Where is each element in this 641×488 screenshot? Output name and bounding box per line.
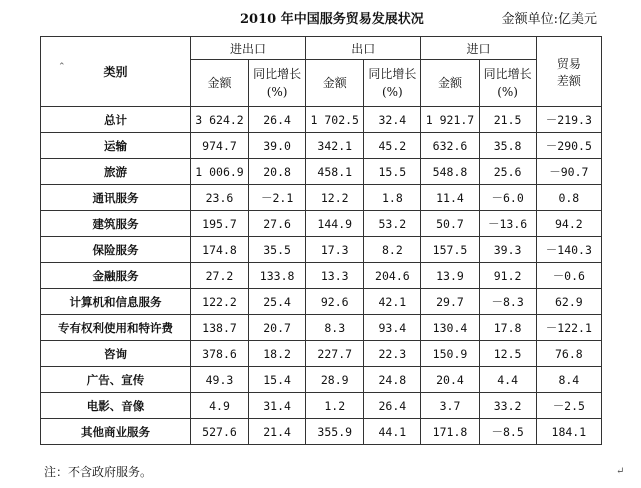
row-value: 4.4 xyxy=(479,367,536,393)
row-value: －8.5 xyxy=(479,419,536,445)
row-value: 133.8 xyxy=(249,263,306,289)
table-row xyxy=(41,107,602,133)
row-value: 44.1 xyxy=(364,419,421,445)
row-value: 17.8 xyxy=(479,315,536,341)
row-value: 4.9 xyxy=(190,393,248,419)
row-value: 204.6 xyxy=(364,263,421,289)
trade-table xyxy=(40,36,602,445)
table-row xyxy=(41,237,602,263)
row-value: 33.2 xyxy=(479,393,536,419)
row-value: 150.9 xyxy=(421,341,479,367)
row-value: 13.3 xyxy=(306,263,364,289)
title-row xyxy=(0,8,641,30)
row-value: 130.4 xyxy=(421,315,479,341)
row-value: 21.4 xyxy=(249,419,306,445)
row-value: 62.9 xyxy=(536,289,601,315)
row-value: 3.7 xyxy=(421,393,479,419)
header-growth xyxy=(479,60,536,107)
row-value: 45.2 xyxy=(364,133,421,159)
header-amount: 金额 xyxy=(190,60,248,107)
header-growth-label: 同比增长 xyxy=(368,67,417,81)
unit-label: 金额单位:亿美元 xyxy=(501,12,597,27)
row-category: 计算机和信息服务 xyxy=(41,289,191,315)
row-category: 广告、宣传 xyxy=(41,367,191,393)
header-row-groups xyxy=(41,37,602,60)
row-value: 18.2 xyxy=(249,341,306,367)
row-value: －13.6 xyxy=(479,211,536,237)
row-value: 1 702.5 xyxy=(306,107,364,133)
row-value: 974.7 xyxy=(190,133,248,159)
row-value: －6.0 xyxy=(479,185,536,211)
row-value: 49.3 xyxy=(190,367,248,393)
row-value: 39.0 xyxy=(249,133,306,159)
table-row xyxy=(41,419,602,445)
row-value: 122.2 xyxy=(190,289,248,315)
header-growth-label: 同比增长 xyxy=(253,67,302,81)
row-value: 39.3 xyxy=(479,237,536,263)
footnote: 注：不含政府服务。 xyxy=(44,465,153,479)
row-value: 31.4 xyxy=(249,393,306,419)
header-growth xyxy=(249,60,306,107)
row-category: 咨询 xyxy=(41,341,191,367)
row-value: 355.9 xyxy=(306,419,364,445)
row-value: 12.2 xyxy=(306,185,364,211)
table-row xyxy=(41,185,602,211)
header-growth-pct: (%) xyxy=(381,85,403,99)
return-mark: ↵ xyxy=(616,466,625,477)
table-row xyxy=(41,133,602,159)
row-value: 227.7 xyxy=(306,341,364,367)
row-value: 20.8 xyxy=(249,159,306,185)
row-value: －0.6 xyxy=(536,263,601,289)
header-growth-pct: (%) xyxy=(266,85,288,99)
row-category: 保险服务 xyxy=(41,237,191,263)
row-value: 42.1 xyxy=(364,289,421,315)
row-category: 电影、音像 xyxy=(41,393,191,419)
row-category: 其他商业服务 xyxy=(41,419,191,445)
header-growth-pct: (%) xyxy=(497,85,518,99)
row-category: 总计 xyxy=(41,107,191,133)
row-value: 20.4 xyxy=(421,367,479,393)
header-group-import: 进口 xyxy=(421,37,536,60)
header-amount: 金额 xyxy=(306,60,364,107)
row-value: 1 006.9 xyxy=(190,159,248,185)
row-category: 通讯服务 xyxy=(41,185,191,211)
header-group-total: 进出口 xyxy=(190,37,305,60)
row-value: 8.3 xyxy=(306,315,364,341)
row-value: 548.8 xyxy=(421,159,479,185)
row-category: 运输 xyxy=(41,133,191,159)
row-value: 17.3 xyxy=(306,237,364,263)
row-value: 8.4 xyxy=(536,367,601,393)
row-value: 1.8 xyxy=(364,185,421,211)
row-value: 15.4 xyxy=(249,367,306,393)
header-growth-label: 同比增长 xyxy=(483,67,532,81)
row-value: 12.5 xyxy=(479,341,536,367)
header-balance xyxy=(536,37,601,107)
header-balance-line2: 差额 xyxy=(556,73,581,88)
row-value: －90.7 xyxy=(536,159,601,185)
row-value: 15.5 xyxy=(364,159,421,185)
row-category: 建筑服务 xyxy=(41,211,191,237)
row-value: 53.2 xyxy=(364,211,421,237)
row-value: 20.7 xyxy=(249,315,306,341)
row-value: 94.2 xyxy=(536,211,601,237)
row-value: 174.8 xyxy=(190,237,248,263)
row-value: 25.4 xyxy=(249,289,306,315)
row-value: 35.5 xyxy=(249,237,306,263)
row-value: 632.6 xyxy=(421,133,479,159)
row-value: 138.7 xyxy=(190,315,248,341)
row-value: 8.2 xyxy=(364,237,421,263)
row-value: 11.4 xyxy=(421,185,479,211)
table-title: 2010 年中国服务贸易发展状况 xyxy=(240,12,424,27)
table-row xyxy=(41,263,602,289)
table-row xyxy=(41,211,602,237)
row-value: 157.5 xyxy=(421,237,479,263)
row-value: 1.2 xyxy=(306,393,364,419)
row-value: 13.9 xyxy=(421,263,479,289)
row-value: －2.1 xyxy=(249,185,306,211)
row-value: 0.8 xyxy=(536,185,601,211)
row-value: 92.6 xyxy=(306,289,364,315)
row-value: 25.6 xyxy=(479,159,536,185)
row-value: 27.2 xyxy=(190,263,248,289)
row-value: 23.6 xyxy=(190,185,248,211)
row-category: 金融服务 xyxy=(41,263,191,289)
table-row xyxy=(41,315,602,341)
row-value: －219.3 xyxy=(536,107,601,133)
stray-mark: ⌃ xyxy=(58,62,66,72)
table-row xyxy=(41,159,602,185)
header-category: 类别 xyxy=(41,37,191,107)
row-value: 50.7 xyxy=(421,211,479,237)
header-group-export: 出口 xyxy=(306,37,421,60)
row-value: 3 624.2 xyxy=(190,107,248,133)
row-value: 144.9 xyxy=(306,211,364,237)
table-body xyxy=(41,107,602,445)
row-value: 27.6 xyxy=(249,211,306,237)
row-value: －122.1 xyxy=(536,315,601,341)
row-value: 184.1 xyxy=(536,419,601,445)
row-value: 93.4 xyxy=(364,315,421,341)
row-value: －140.3 xyxy=(536,237,601,263)
row-value: 32.4 xyxy=(364,107,421,133)
table-row xyxy=(41,393,602,419)
row-category: 专有权利使用和特许费 xyxy=(41,315,191,341)
row-value: －2.5 xyxy=(536,393,601,419)
row-value: 378.6 xyxy=(190,341,248,367)
row-value: 1 921.7 xyxy=(421,107,479,133)
row-value: －290.5 xyxy=(536,133,601,159)
row-value: 91.2 xyxy=(479,263,536,289)
row-value: 527.6 xyxy=(190,419,248,445)
row-value: 22.3 xyxy=(364,341,421,367)
row-value: 35.8 xyxy=(479,133,536,159)
row-value: －8.3 xyxy=(479,289,536,315)
row-value: 26.4 xyxy=(364,393,421,419)
row-value: 458.1 xyxy=(306,159,364,185)
row-value: 342.1 xyxy=(306,133,364,159)
row-value: 195.7 xyxy=(190,211,248,237)
row-value: 76.8 xyxy=(536,341,601,367)
table-row xyxy=(41,289,602,315)
header-growth xyxy=(364,60,421,107)
row-value: 24.8 xyxy=(364,367,421,393)
row-value: 26.4 xyxy=(249,107,306,133)
row-category: 旅游 xyxy=(41,159,191,185)
row-value: 171.8 xyxy=(421,419,479,445)
row-value: 28.9 xyxy=(306,367,364,393)
header-balance-line1: 贸易 xyxy=(556,56,581,71)
table-row xyxy=(41,341,602,367)
header-amount: 金额 xyxy=(421,60,479,107)
row-value: 21.5 xyxy=(479,107,536,133)
table-row xyxy=(41,367,602,393)
row-value: 29.7 xyxy=(421,289,479,315)
